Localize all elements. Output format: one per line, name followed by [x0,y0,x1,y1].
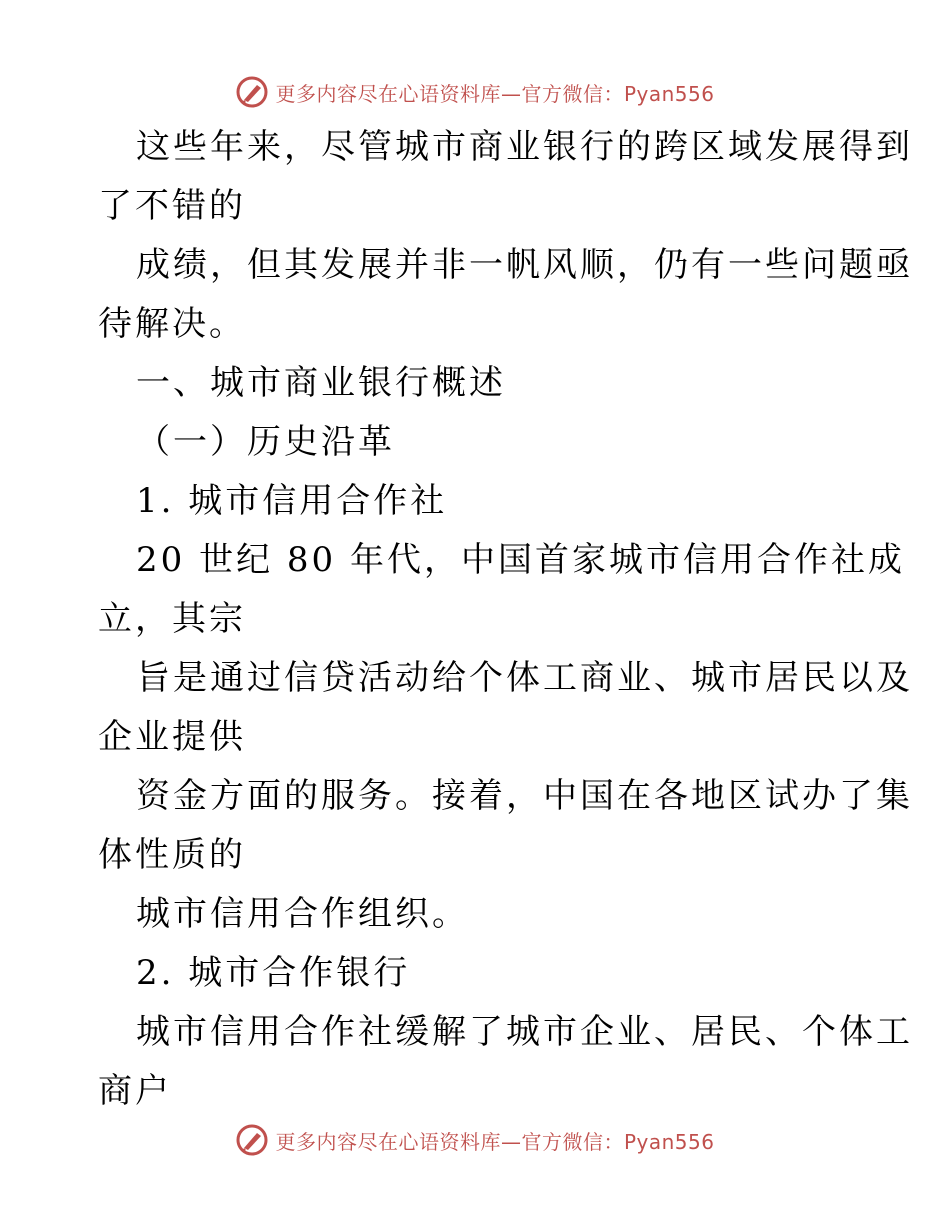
paragraph-line: 20 世纪 80 年代，中国首家城市信用合作社成 [136,540,905,580]
paragraph-line: 这些年来，尽管城市商业银行的跨区域发展得到 [136,127,913,167]
paragraph-line: 成绩，但其发展并非一帆风顺，仍有一些问题亟 [136,245,913,285]
paragraph-line: 体性质的 [98,835,246,875]
subsection-heading: （一）历史沿革 [136,422,395,462]
paragraph-line: 城市信用合作社缓解了城市企业、居民、个体工 [136,1012,913,1052]
paragraph-line: 了不错的 [98,186,246,226]
footer-watermark-text: 更多内容尽在心语资料库—官方微信：Pyan556 [275,1129,715,1154]
paragraph-line: 城市信用合作组织。 [136,894,469,934]
pen-logo-icon [235,1123,269,1157]
pen-logo-icon [235,75,269,109]
item-heading: 1. 城市信用合作社 [136,481,448,521]
paragraph-line: 资金方面的服务。接着，中国在各地区试办了集 [136,776,913,816]
header-watermark [0,72,950,112]
paragraph-line: 待解决。 [98,304,246,344]
paragraph-line: 企业提供 [98,717,246,757]
header-watermark-text: 更多内容尽在心语资料库—官方微信：Pyan556 [275,81,715,106]
paragraph-line: 立，其宗 [98,599,246,639]
paragraph-line: 旨是通过信贷活动给个体工商业、城市居民以及 [136,658,913,698]
document-body [98,118,913,1121]
item-heading: 2. 城市合作银行 [136,953,411,993]
paragraph-line: 商户 [98,1071,172,1111]
footer-watermark [0,1120,950,1160]
section-heading: 一、城市商业银行概述 [136,363,506,403]
